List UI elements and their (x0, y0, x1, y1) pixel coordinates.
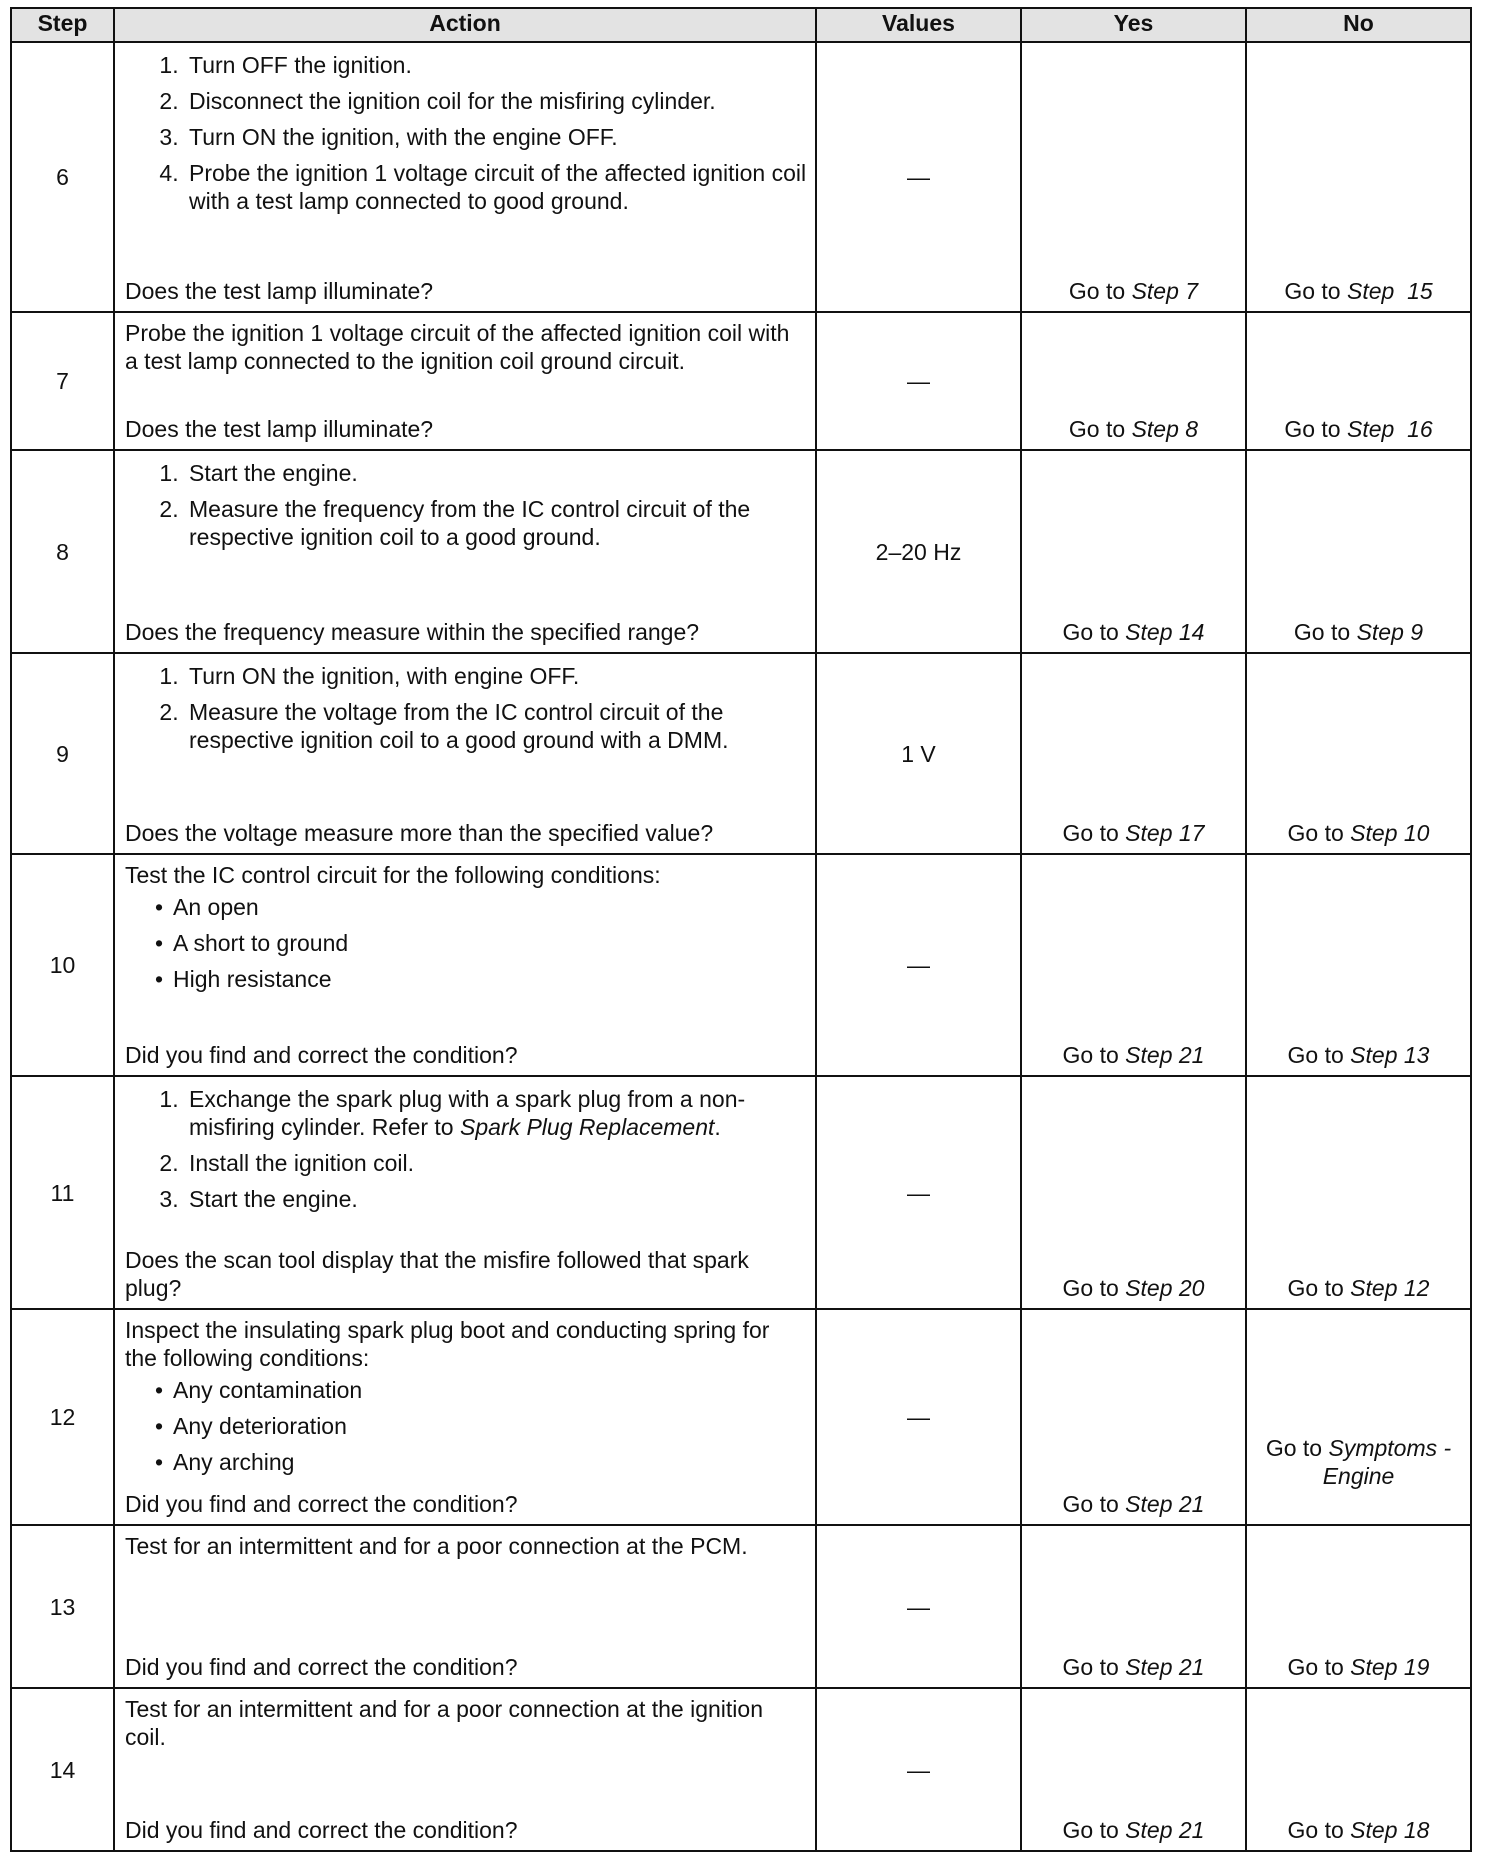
action-question: Did you find and correct the condition? (125, 1817, 518, 1843)
diagnostic-table (10, 7, 1472, 1852)
yes-prefix: Go to (1062, 820, 1126, 846)
step-number: 14 (11, 1688, 114, 1851)
action-text: Probe the ignition 1 voltage circuit of the affected ignition coil with a test lamp connected to the ignition coil ground circuit. (125, 320, 790, 374)
yes-cell (1021, 1076, 1246, 1309)
yes-prefix: Go to (1068, 278, 1132, 304)
value-cell: — (816, 1309, 1021, 1525)
condition-item: • Any contamination (173, 1376, 807, 1404)
yes-step-link[interactable]: Step 8 (1131, 416, 1199, 442)
action-cell (114, 450, 816, 653)
yes-prefix: Go to (1062, 1042, 1126, 1068)
condition-list (125, 893, 807, 993)
yes-step-link[interactable]: Step 17 (1125, 820, 1205, 846)
header-values: Values (816, 8, 1021, 42)
action-text: Test for an intermittent and for a poor connection at the PCM. (125, 1533, 748, 1559)
no-step-link[interactable]: Step 13 (1350, 1042, 1430, 1068)
action-text: Test for an intermittent and for a poor connection at the ignition coil. (125, 1696, 763, 1750)
condition-item: • Any arching (173, 1448, 807, 1476)
no-cell (1246, 312, 1471, 450)
no-prefix: Go to (1265, 1435, 1329, 1461)
table-row (11, 1076, 1471, 1309)
yes-cell (1021, 653, 1246, 854)
value-cell: — (816, 42, 1021, 312)
condition-item: • A short to ground (173, 929, 807, 957)
yes-step-link[interactable]: Step 21 (1125, 1042, 1205, 1068)
action-question: Does the test lamp illuminate? (125, 416, 434, 442)
action-cell (114, 1309, 816, 1525)
value-cell: — (816, 1688, 1021, 1851)
no-prefix: Go to (1287, 820, 1351, 846)
no-step-link[interactable]: Step 10 (1350, 820, 1430, 846)
header-row (11, 8, 1471, 42)
action-cell (114, 854, 816, 1076)
yes-prefix: Go to (1062, 1817, 1126, 1843)
value-cell: 1 V (816, 653, 1021, 854)
action-step: 3. Start the engine. (185, 1185, 807, 1213)
value-cell: — (816, 1525, 1021, 1688)
yes-step-link[interactable]: Step 14 (1125, 619, 1205, 645)
no-prefix: Go to (1287, 1042, 1351, 1068)
condition-list (125, 1376, 807, 1476)
action-step: 3. Turn ON the ignition, with the engine OFF. (185, 123, 807, 151)
value-cell: — (816, 1076, 1021, 1309)
action-step (185, 1085, 807, 1141)
action-question: Did you find and correct the condition? (125, 1654, 518, 1680)
yes-step-link[interactable]: Step 21 (1125, 1817, 1205, 1843)
table-row (11, 1309, 1471, 1525)
yes-step-link[interactable]: Step 20 (1125, 1275, 1205, 1301)
table-row (11, 42, 1471, 312)
table-row (11, 653, 1471, 854)
no-prefix: Go to (1284, 416, 1347, 442)
table-row (11, 450, 1471, 653)
step-number: 10 (11, 854, 114, 1076)
step-number: 12 (11, 1309, 114, 1525)
yes-step-link[interactable]: Step 7 (1131, 278, 1199, 304)
action-step: 1. Turn OFF the ignition. (185, 51, 807, 79)
yes-prefix: Go to (1062, 619, 1126, 645)
no-step-link[interactable]: Step 15 (1346, 278, 1433, 304)
yes-step-link[interactable]: Step 21 (1125, 1654, 1205, 1680)
step-number: 7 (11, 312, 114, 450)
no-cell (1246, 1076, 1471, 1309)
action-text: Inspect the insulating spark plug boot and conducting spring for the following conditions: (125, 1317, 770, 1371)
yes-step-link[interactable]: Step 21 (1125, 1491, 1205, 1517)
action-step: 1. Turn ON the ignition, with engine OFF. (185, 662, 807, 690)
yes-prefix: Go to (1062, 1654, 1126, 1680)
action-text: Test the IC control circuit for the following conditions: (125, 862, 661, 888)
no-step-link[interactable]: Step 18 (1350, 1817, 1430, 1843)
yes-cell (1021, 854, 1246, 1076)
no-prefix: Go to (1293, 619, 1357, 645)
header-yes: Yes (1021, 8, 1246, 42)
action-question: Did you find and correct the condition? (125, 1042, 518, 1068)
step-number: 13 (11, 1525, 114, 1688)
action-steps (125, 459, 807, 551)
value-cell: — (816, 854, 1021, 1076)
action-step-text: Exchange the spark plug with a spark plug from a non-misfiring cylinder. Refer to (189, 1086, 746, 1140)
action-cell (114, 1076, 816, 1309)
action-step-end: . (714, 1114, 721, 1140)
condition-item: • An open (173, 893, 807, 921)
yes-prefix: Go to (1062, 1275, 1126, 1301)
header-step: Step (11, 8, 114, 42)
step-number: 6 (11, 42, 114, 312)
action-cell (114, 312, 816, 450)
no-step-link[interactable]: Step 9 (1356, 619, 1424, 645)
action-step: 2. Measure the frequency from the IC control circuit of the respective ignition coil to a good ground. (185, 495, 807, 551)
no-cell (1246, 854, 1471, 1076)
action-question: Does the scan tool display that the misfire followed that spark plug? (125, 1247, 749, 1301)
no-cell (1246, 1525, 1471, 1688)
action-steps (125, 1085, 807, 1213)
yes-cell (1021, 450, 1246, 653)
no-step-link[interactable]: Step 12 (1350, 1275, 1430, 1301)
action-cell (114, 42, 816, 312)
action-cell (114, 653, 816, 854)
no-cell (1246, 653, 1471, 854)
yes-cell (1021, 1309, 1246, 1525)
action-question: Does the test lamp illuminate? (125, 278, 434, 304)
condition-item: • High resistance (173, 965, 807, 993)
procedure-link[interactable]: Spark Plug Replacement (459, 1114, 715, 1140)
table-row (11, 854, 1471, 1076)
step-number: 8 (11, 450, 114, 653)
action-question: Does the voltage measure more than the specified value? (125, 820, 714, 846)
no-cell (1246, 1309, 1471, 1525)
action-step: 2. Measure the voltage from the IC control circuit of the respective ignition coil to a good ground with a DMM. (185, 698, 807, 754)
header-no: No (1246, 8, 1471, 42)
no-cell (1246, 42, 1471, 312)
action-question: Did you find and correct the condition? (125, 1491, 518, 1517)
no-cell (1246, 1688, 1471, 1851)
table-row (11, 1525, 1471, 1688)
no-step-link[interactable]: Step 19 (1350, 1654, 1430, 1680)
diagnostic-table-page (10, 7, 1470, 1852)
action-cell (114, 1525, 816, 1688)
action-step: 1. Start the engine. (185, 459, 807, 487)
action-steps (125, 662, 807, 754)
value-cell: 2–20 Hz (816, 450, 1021, 653)
action-steps (125, 51, 807, 215)
table-row (11, 1688, 1471, 1851)
no-prefix: Go to (1284, 278, 1347, 304)
yes-cell (1021, 1525, 1246, 1688)
no-symptoms-link[interactable]: Symptoms - Engine (1322, 1435, 1452, 1489)
action-step: 2. Disconnect the ignition coil for the misfiring cylinder. (185, 87, 807, 115)
table-row (11, 312, 1471, 450)
header-action: Action (114, 8, 816, 42)
yes-cell (1021, 312, 1246, 450)
no-prefix: Go to (1287, 1275, 1351, 1301)
no-cell (1246, 450, 1471, 653)
action-question: Does the frequency measure within the specified range? (125, 619, 700, 645)
no-prefix: Go to (1287, 1817, 1351, 1843)
yes-prefix: Go to (1062, 1491, 1126, 1517)
yes-prefix: Go to (1068, 416, 1132, 442)
value-cell: — (816, 312, 1021, 450)
action-cell (114, 1688, 816, 1851)
step-number: 9 (11, 653, 114, 854)
no-step-link[interactable]: Step 16 (1346, 416, 1433, 442)
no-prefix: Go to (1287, 1654, 1351, 1680)
step-number: 11 (11, 1076, 114, 1309)
condition-item: • Any deterioration (173, 1412, 807, 1440)
action-step: 2. Install the ignition coil. (185, 1149, 807, 1177)
yes-cell (1021, 42, 1246, 312)
yes-cell (1021, 1688, 1246, 1851)
action-step: 4. Probe the ignition 1 voltage circuit of the affected ignition coil with a test lamp connected to good ground. (185, 159, 807, 215)
